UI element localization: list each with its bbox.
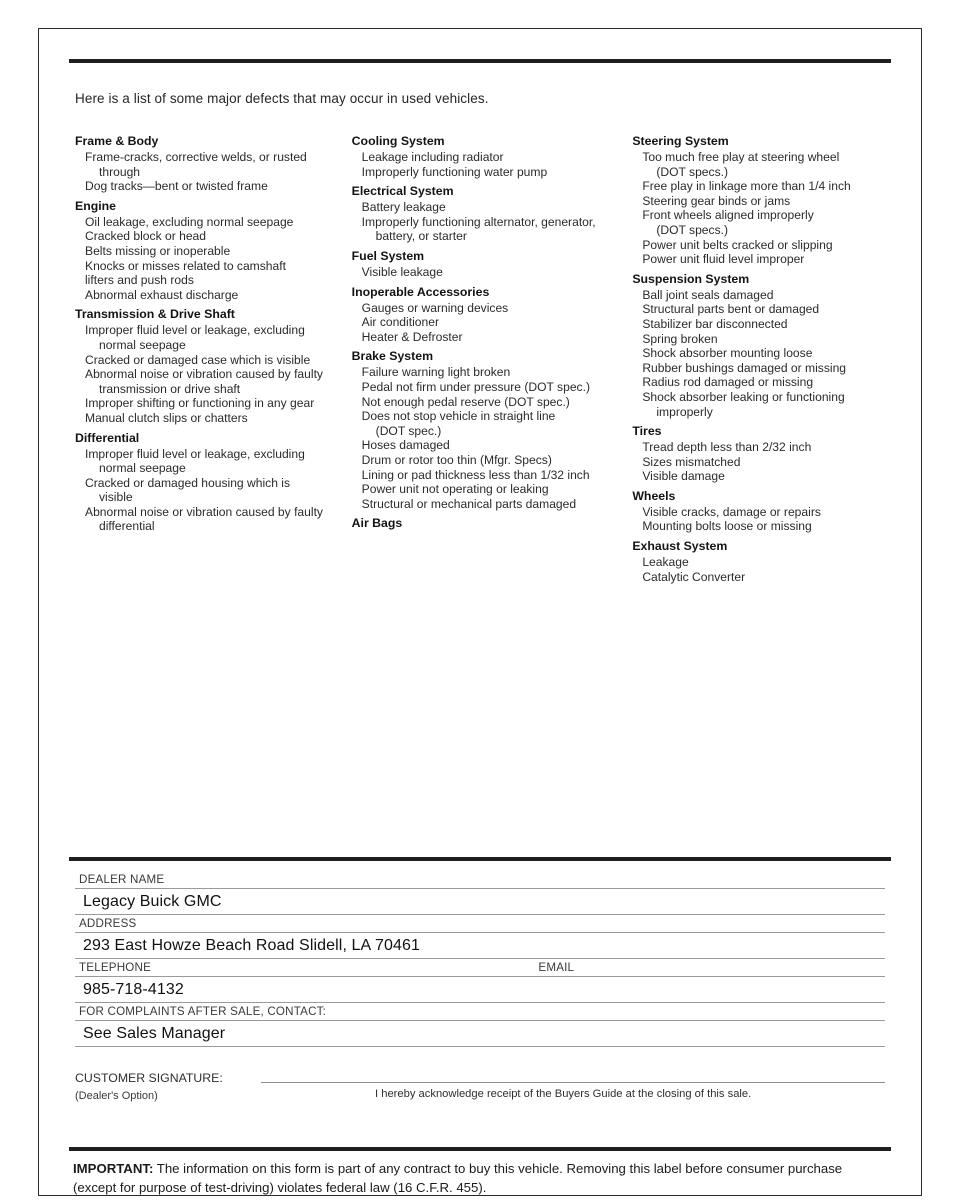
defect-item: [85, 273, 342, 288]
customer-signature-label: CUSTOMER SIGNATURE:: [75, 1071, 223, 1085]
defect-item: [362, 301, 623, 316]
customer-signature-line[interactable]: [261, 1082, 885, 1083]
defect-category-title: Air Bags: [351, 516, 403, 531]
defect-category: [352, 285, 623, 345]
signature-sub-label: (Dealer's Option): [75, 1090, 158, 1102]
defect-item-text: Tread depth less than 2/32 inch: [642, 440, 812, 455]
defect-item-text: Visible leakage: [361, 264, 443, 279]
defect-category: [352, 516, 623, 531]
defect-item: [85, 447, 342, 476]
important-heading: IMPORTANT:: [73, 1161, 154, 1176]
defect-item-continuation: differential: [99, 519, 155, 534]
telephone-label: TELEPHONE: [79, 961, 152, 974]
defect-item: [642, 150, 901, 179]
defect-item: [362, 380, 623, 395]
defect-category-title: Engine: [75, 198, 116, 213]
defect-category: [352, 184, 623, 244]
defect-item-text: Lining or pad thickness less than 1/32 inch: [361, 467, 590, 482]
complaints-field[interactable]: [75, 1003, 885, 1021]
dealer-name-field[interactable]: [75, 871, 885, 889]
defect-item: [642, 555, 901, 570]
defect-item-text: Mounting bolts loose or missing: [642, 519, 812, 534]
defect-item-text: Radius rod damaged or missing: [642, 375, 814, 390]
defect-category: [632, 489, 901, 534]
defect-item: [362, 497, 623, 512]
defect-item-text: Power unit not operating or leaking: [361, 482, 549, 497]
defect-item: [362, 315, 623, 330]
defect-category-title: Inoperable Accessories: [351, 284, 490, 299]
defect-item-text: Heater & Defroster: [361, 329, 463, 344]
dealer-name-value: Legacy Buick GMC: [83, 893, 222, 910]
defect-item: [85, 476, 342, 505]
address-value: 293 East Howze Beach Road Slidell, LA 70461: [83, 937, 420, 954]
defect-item-continuation: transmission or drive shaft: [99, 381, 241, 396]
defects-column-2: [352, 134, 633, 589]
defect-item-text: Power unit fluid level improper: [642, 252, 805, 267]
address-field[interactable]: [75, 915, 885, 933]
defect-item-text: Drum or rotor too thin (Mfgr. Specs): [361, 452, 552, 467]
defect-item-text: Steering gear binds or jams: [642, 193, 791, 208]
defect-item: [642, 455, 901, 470]
defect-item: [642, 440, 901, 455]
defect-item: [642, 570, 901, 585]
dealer-name-label: DEALER NAME: [79, 873, 165, 886]
defect-item: [362, 265, 623, 280]
defect-item: [642, 252, 901, 267]
telephone-email-values[interactable]: [75, 977, 885, 1003]
defect-item: [362, 438, 623, 453]
defect-item-text: lifters and push rods: [85, 273, 194, 288]
defect-item-continuation: through: [99, 164, 141, 179]
defect-item-text: Failure warning light broken: [361, 365, 511, 380]
defect-item: [85, 411, 342, 426]
defect-item: [85, 150, 342, 179]
defect-item: [362, 409, 623, 438]
defect-category: [632, 424, 901, 484]
defect-item-text: Cracked block or head: [85, 229, 207, 244]
defect-item: [642, 208, 901, 237]
defect-item-text: Manual clutch slips or chatters: [85, 410, 248, 425]
defects-column-1: [75, 134, 352, 589]
defect-item: [85, 179, 342, 194]
defect-item: [642, 361, 901, 376]
defect-item-text: Improper fluid level or leakage, excluding: [85, 323, 305, 338]
defect-item-text: Dog tracks—bent or twisted frame: [85, 179, 268, 194]
defect-category-title: Frame & Body: [75, 134, 159, 148]
telephone-email-labels[interactable]: [75, 959, 885, 977]
defect-category: [352, 349, 623, 511]
address-value-row[interactable]: [75, 933, 885, 959]
defect-item-text: Improperly functioning water pump: [361, 164, 548, 179]
dealer-info-block: [75, 871, 885, 1109]
middle-divider: [69, 857, 891, 861]
defect-item-text: Battery leakage: [361, 200, 446, 215]
defect-item-text: Improperly functioning alternator, generator,: [361, 214, 596, 229]
defect-item-text: Visible damage: [642, 469, 725, 484]
complaints-label: FOR COMPLAINTS AFTER SALE, CONTACT:: [79, 1005, 327, 1018]
defect-category-title: Exhaust System: [632, 539, 728, 554]
defect-item-text: Free play in linkage more than 1/4 inch: [642, 179, 851, 194]
defect-category-title: Tires: [632, 424, 662, 439]
defect-item-text: Shock absorber leaking or functioning: [642, 389, 845, 404]
defect-item: [642, 375, 901, 390]
defect-category: [75, 134, 342, 194]
bottom-divider: [69, 1147, 891, 1151]
intro-text: Here is a list of some major defects that may occur in used vehicles.: [75, 91, 489, 106]
defect-item: [362, 165, 623, 180]
defect-item-continuation: improperly: [656, 404, 713, 419]
complaints-value: See Sales Manager: [83, 1025, 226, 1042]
defect-item-text: Ball joint seals damaged: [642, 287, 774, 302]
defect-category-title: Steering System: [632, 134, 729, 148]
defect-category: [75, 307, 342, 425]
defect-category: [632, 539, 901, 584]
defect-item-continuation: (DOT specs.): [656, 164, 729, 179]
defect-item: [642, 302, 901, 317]
defect-item: [362, 468, 623, 483]
defect-item: [642, 469, 901, 484]
defect-item-text: Improper shifting or functioning in any gear: [85, 396, 315, 411]
defect-category-title: Brake System: [351, 349, 434, 364]
defect-item-text: Catalytic Converter: [642, 569, 746, 584]
defect-item: [642, 390, 901, 419]
defect-category-title: Cooling System: [351, 134, 445, 148]
email-label: EMAIL: [538, 961, 575, 974]
defect-item-text: Front wheels aligned improperly: [642, 208, 814, 223]
defect-item: [85, 353, 342, 368]
defect-item-text: Abnormal exhaust discharge: [85, 287, 239, 302]
defect-item: [642, 332, 901, 347]
defect-item-continuation: visible: [99, 490, 133, 505]
defect-item-text: Spring broken: [642, 331, 718, 346]
defect-item: [85, 396, 342, 411]
defect-item: [85, 505, 342, 534]
defect-category-title: Fuel System: [351, 248, 425, 263]
defect-item-text: Cracked or damaged housing which is: [85, 475, 291, 490]
defect-item: [362, 482, 623, 497]
defect-category: [352, 249, 623, 280]
defect-item-text: Pedal not firm under pressure (DOT spec.): [361, 379, 590, 394]
defect-item: [85, 244, 342, 259]
defect-category: [632, 272, 901, 419]
defect-category-title: Transmission & Drive Shaft: [75, 307, 235, 322]
defect-item: [642, 179, 901, 194]
defect-item-text: Frame-cracks, corrective welds, or rusted: [85, 150, 307, 164]
defect-item-text: Abnormal noise or vibration caused by faulty: [85, 504, 323, 519]
defect-item: [642, 317, 901, 332]
telephone-value: 985-718-4132: [83, 981, 184, 998]
defect-item-text: Belts missing or inoperable: [85, 243, 231, 258]
defect-category-title: Suspension System: [632, 271, 750, 286]
defect-category: [352, 134, 623, 179]
defect-item: [362, 365, 623, 380]
important-notice: [73, 1159, 887, 1197]
defect-item: [642, 194, 901, 209]
defect-item: [362, 330, 623, 345]
defect-item: [642, 519, 901, 534]
defect-item-text: Knocks or misses related to camshaft: [85, 258, 286, 273]
defect-item: [85, 215, 342, 230]
defect-category-title: Wheels: [632, 488, 676, 503]
defect-item: [85, 288, 342, 303]
defect-item-text: Air conditioner: [361, 315, 439, 330]
defect-item: [362, 150, 623, 165]
defect-item-text: Structural parts bent or damaged: [642, 302, 820, 317]
defect-item-text: Rubber bushings damaged or missing: [642, 360, 847, 375]
defect-item: [85, 229, 342, 244]
defect-item-text: Structural or mechanical parts damaged: [361, 496, 577, 511]
defect-item-text: Gauges or warning devices: [361, 300, 509, 315]
defects-column-3: [632, 134, 901, 589]
defect-item: [642, 346, 901, 361]
important-text: The information on this form is part of any contract to buy this vehicle. Removing this label before consumer purchase (except for purpose of test-driving) violates federal law (16 C.F.R. 455).: [73, 1161, 843, 1195]
defect-item-continuation: battery, or starter: [375, 229, 467, 244]
defect-item: [362, 215, 623, 244]
defect-category-title: Differential: [75, 430, 140, 445]
defect-category-title: Electrical System: [351, 184, 454, 199]
defect-item-text: Power unit belts cracked or slipping: [642, 237, 833, 252]
defect-item: [642, 288, 901, 303]
buyers-guide-page: [38, 28, 922, 1196]
defect-item-text: Hoses damaged: [361, 438, 450, 453]
defect-item: [85, 259, 342, 274]
defect-item: [642, 238, 901, 253]
defect-item-text: Visible cracks, damage or repairs: [642, 504, 821, 519]
defect-item: [362, 453, 623, 468]
defect-item: [85, 323, 342, 352]
acknowledgement-text: I hereby acknowledge receipt of the Buyers Guide at the closing of this sale.: [375, 1088, 752, 1100]
defect-category: [75, 431, 342, 535]
dealer-name-value-row[interactable]: [75, 889, 885, 915]
defect-item: [85, 367, 342, 396]
defect-item-continuation: normal seepage: [99, 461, 186, 476]
defect-item-continuation: normal seepage: [99, 337, 186, 352]
defect-item-text: Leakage including radiator: [361, 150, 504, 164]
complaints-value-row[interactable]: [75, 1021, 885, 1047]
defect-item-text: Too much free play at steering wheel: [642, 150, 840, 164]
defect-item-text: Improper fluid level or leakage, excluding: [85, 446, 305, 461]
defect-item: [362, 395, 623, 410]
defect-item-continuation: (DOT specs.): [656, 222, 729, 237]
defect-item-text: Cracked or damaged case which is visible: [85, 352, 311, 367]
defect-item-text: Sizes mismatched: [642, 454, 741, 469]
defect-item-text: Shock absorber mounting loose: [642, 346, 813, 361]
customer-signature-row[interactable]: [75, 1069, 885, 1109]
defect-item-text: Abnormal noise or vibration caused by faulty: [85, 367, 323, 382]
defect-item-text: Leakage: [642, 555, 689, 570]
defect-item-text: Does not stop vehicle in straight line: [361, 409, 556, 424]
defect-item-text: Stabilizer bar disconnected: [642, 316, 788, 331]
defect-item-text: Not enough pedal reserve (DOT spec.): [361, 394, 570, 409]
defect-item-continuation: (DOT spec.): [375, 423, 442, 438]
defect-item: [362, 200, 623, 215]
defect-category: [75, 199, 342, 303]
defect-item: [642, 505, 901, 520]
top-divider: [69, 59, 891, 63]
address-label: ADDRESS: [79, 917, 137, 930]
defects-columns: [75, 134, 901, 589]
defect-item-text: Oil leakage, excluding normal seepage: [85, 214, 294, 229]
defect-category: [632, 134, 901, 267]
